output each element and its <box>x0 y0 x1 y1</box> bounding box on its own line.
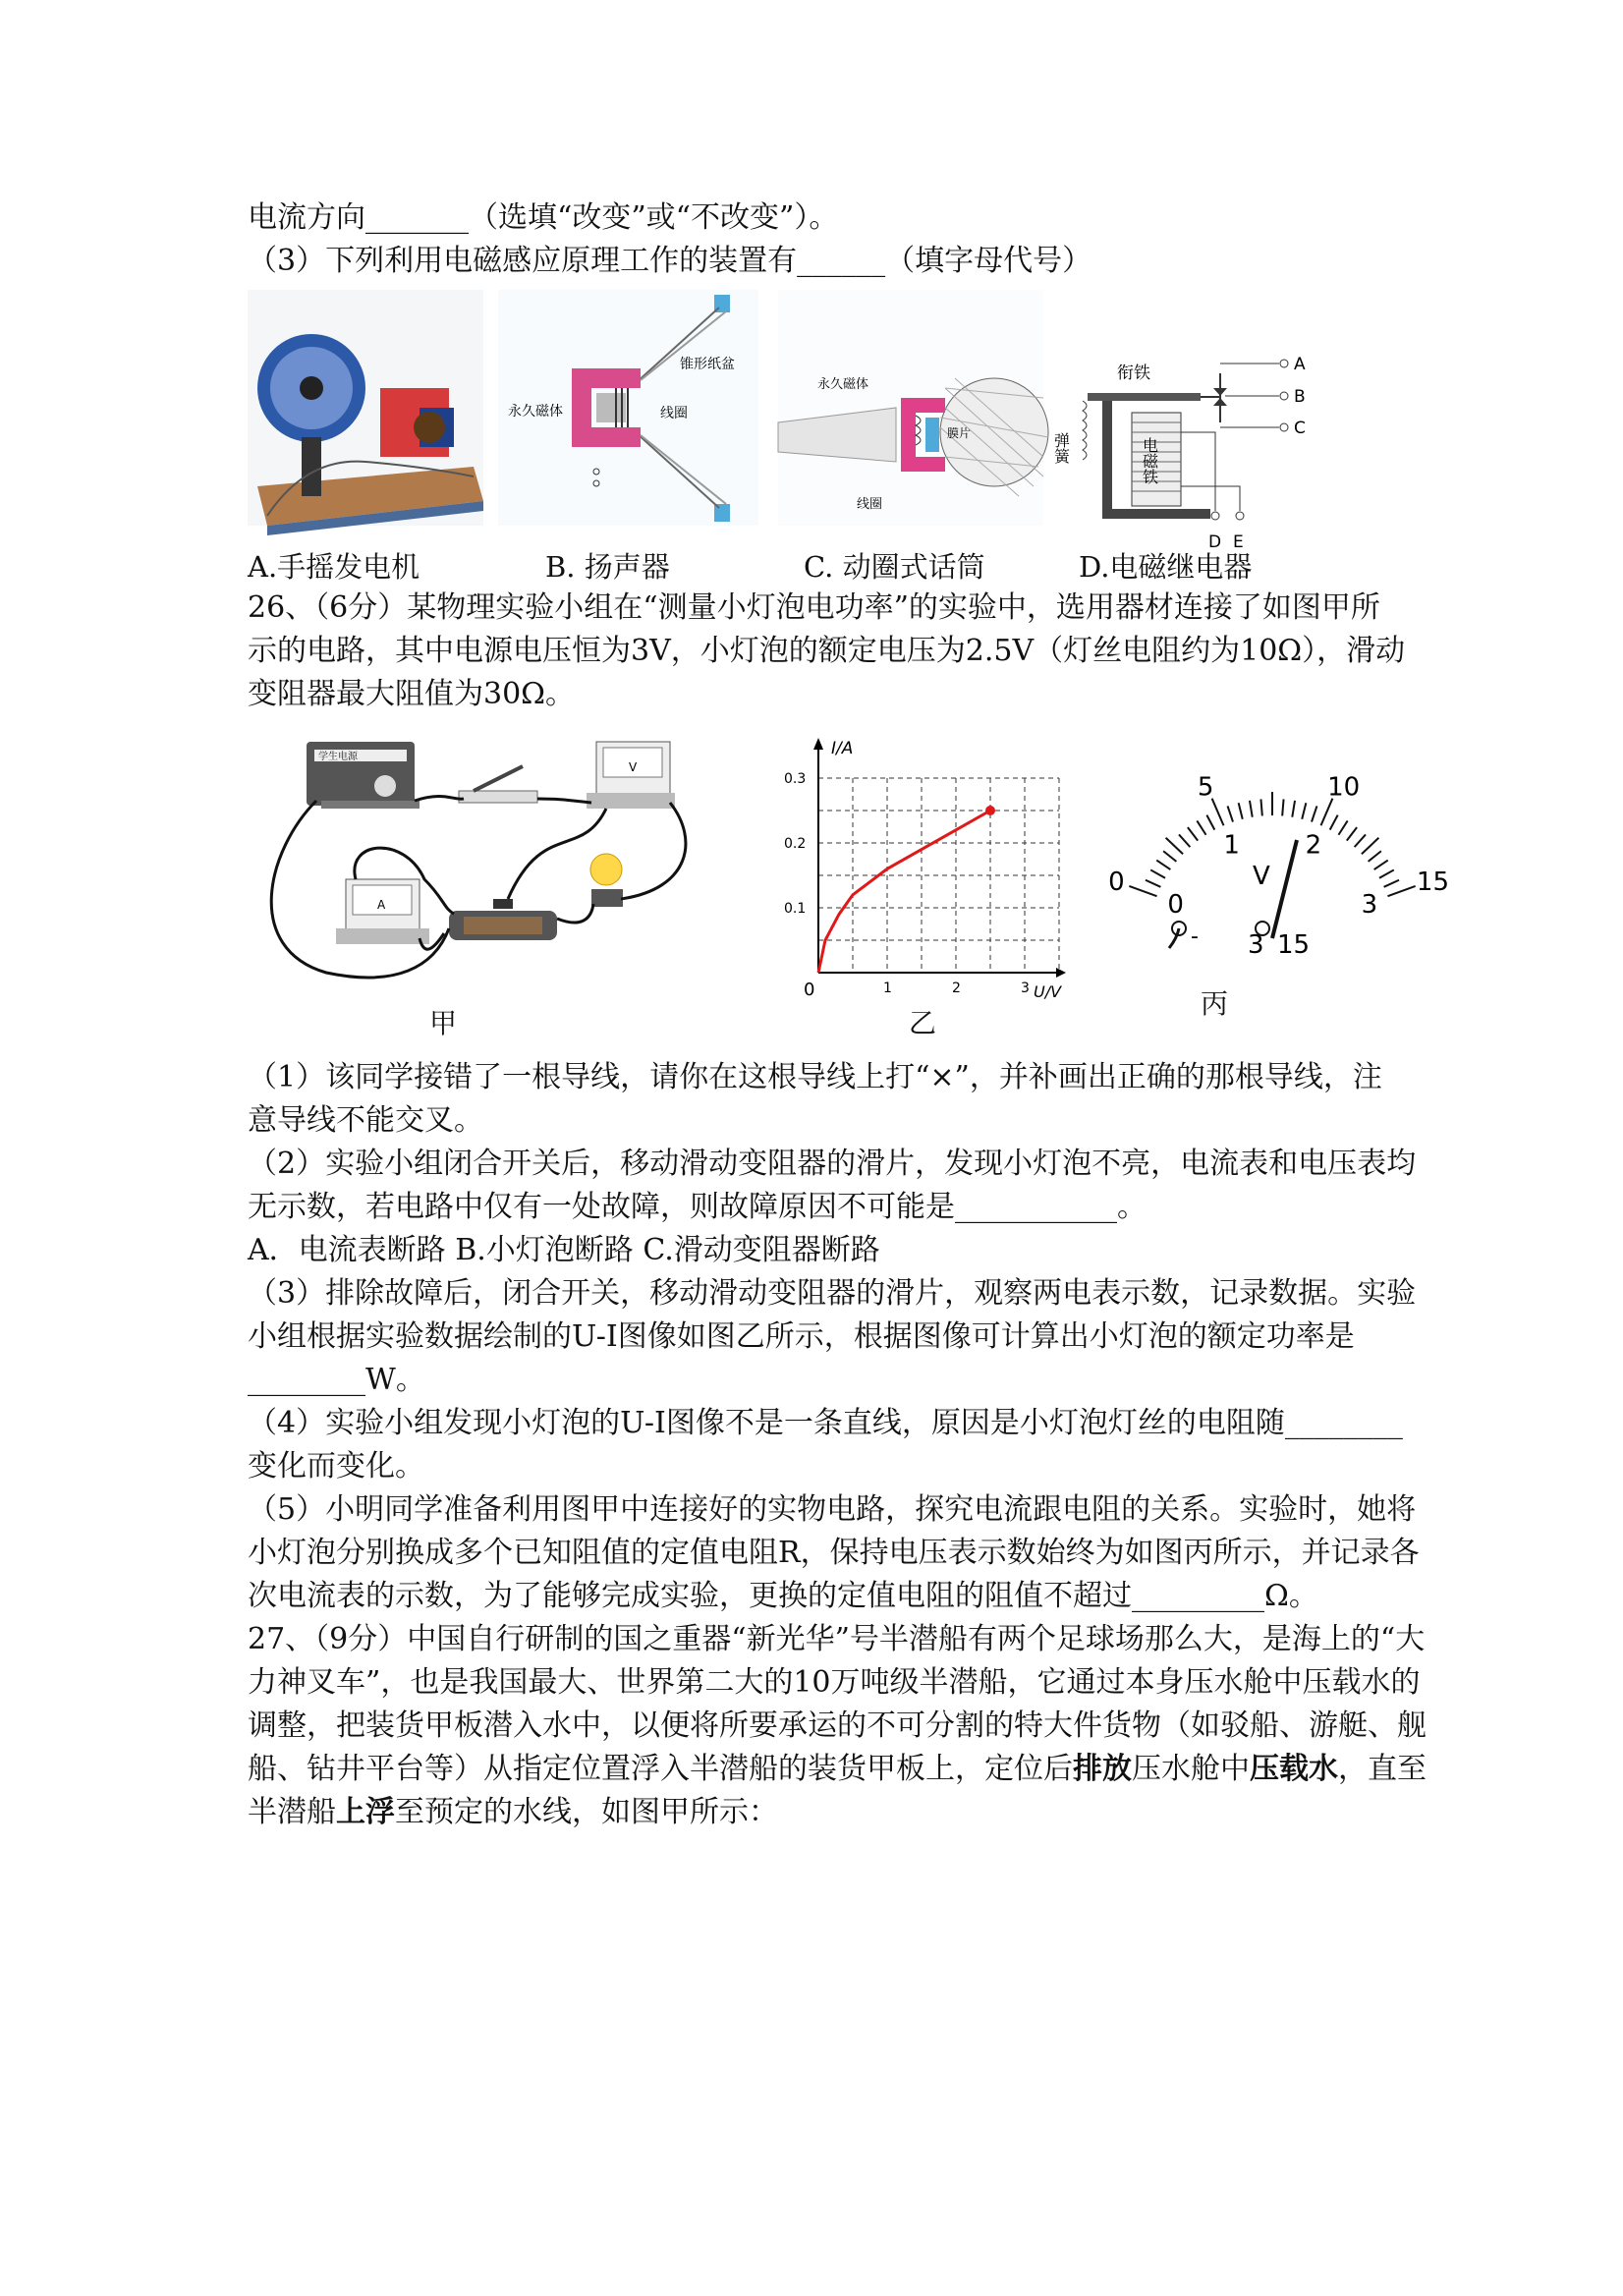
terminal-15-label: 15 <box>1277 930 1311 960</box>
text-line: （3）下列利用电磁感应原理工作的装置有______（填字母代号） <box>248 244 1092 278</box>
ui-chart <box>776 732 1081 1001</box>
text-line: 无示数，若电路中仅有一处故障，则故障原因不可能是___________。 <box>248 1190 1147 1224</box>
dial-tick <box>1338 820 1347 834</box>
x-tick-label: 3 <box>1021 980 1030 996</box>
ui-curve <box>818 811 990 973</box>
dial-top-label: 15 <box>1416 867 1450 897</box>
text-line: （4）实验小组发现小灯泡的U-I图像不是一条直线，原因是小灯泡灯丝的电阻随________ <box>248 1406 1403 1440</box>
x-tick-label: 1 <box>883 980 892 996</box>
y-axis-arrow-icon <box>813 738 823 750</box>
dial-bottom-label: 2 <box>1305 830 1322 861</box>
mic-coil-label: 线圈 <box>857 497 883 512</box>
y-tick-label: 0.2 <box>784 836 807 852</box>
device-figures <box>248 290 1318 552</box>
dial-tick <box>1206 815 1214 830</box>
text-line: 船、钻井平台等）从指定位置浮入半潜船的装货甲板上，定位后排放压水舱中压载水，直至 <box>248 1752 1427 1786</box>
hand-generator-image <box>248 290 483 535</box>
text-line: 26、（6分）某物理实验小组在“测量小灯泡电功率”的实验中，选用器材连接了如图甲所 <box>248 590 1380 625</box>
text-line: 变阻器最大阻值为30Ω。 <box>248 677 576 711</box>
relay-d-label: D <box>1208 532 1222 552</box>
y-tick-label: 0.3 <box>784 771 807 787</box>
x-tick-label: 0 <box>804 980 815 1000</box>
text-line: （5）小明同学准备利用图甲中连接好的实物电路，探究电流跟电阻的关系。实验时，她将 <box>248 1492 1417 1527</box>
dial-tick <box>1129 886 1156 896</box>
relay-b-label: B <box>1294 387 1306 407</box>
top-voltmeter-symbol: V <box>629 760 638 774</box>
dial-tick <box>1302 803 1306 818</box>
dial-top-label: 5 <box>1197 772 1214 803</box>
dial-tick <box>1260 799 1261 815</box>
option-c: C. 动圈式话筒 <box>804 550 985 584</box>
dial-tick <box>1374 861 1388 870</box>
dial-tick <box>1166 838 1183 854</box>
dial-top-label: 10 <box>1327 772 1361 803</box>
speaker-coil-label: 线圈 <box>660 406 688 421</box>
x-tick-label: 2 <box>952 980 961 996</box>
dial-tick <box>1379 869 1394 877</box>
chart-grid <box>818 778 1059 973</box>
dial-tick <box>1347 827 1357 841</box>
text-line: ________W。 <box>248 1363 425 1397</box>
speaker-cone-label: 锥形纸盆 <box>680 357 735 372</box>
mic-magnet-label: 永久磁体 <box>817 377 869 392</box>
mic-membrane-label: 膜片 <box>947 426 972 440</box>
dial-symbol: V <box>1253 862 1270 891</box>
ammeter-symbol: A <box>377 898 386 912</box>
text-line: （2）实验小组闭合开关后，移动滑动变阻器的滑片，发现小灯泡不亮，电流表和电压表均 <box>248 1147 1417 1181</box>
text-line: 小组根据实验数据绘制的U-I图像如图乙所示，根据图像可计算出小灯泡的额定功率是 <box>248 1319 1355 1354</box>
relay-c-label: C <box>1294 419 1306 438</box>
text-line: 电流方向_______（选填“改变”或“不改变”）。 <box>248 200 839 235</box>
dial-pointer <box>1272 840 1297 938</box>
dial-tick <box>1387 886 1415 896</box>
circuit-figure <box>248 732 709 997</box>
x-axis-arrow-icon <box>1056 968 1066 978</box>
option-d: D.电磁继电器 <box>1079 550 1253 584</box>
microphone-diagram <box>778 290 1048 526</box>
text-line: 变化而变化。 <box>248 1449 424 1484</box>
dial-bottom-label: 0 <box>1167 890 1184 921</box>
dial-tick <box>1330 815 1338 830</box>
dial-tick <box>1384 880 1399 887</box>
relay-armature-label: 衔铁 <box>1117 364 1150 383</box>
text-line: （3）排除故障后，闭合开关，移动滑动变阻器的滑片，观察两电表示数，记录数据。实验 <box>248 1276 1417 1311</box>
caption-yi: 乙 <box>909 1007 937 1039</box>
dial-top-label: 0 <box>1108 867 1125 897</box>
dial-tick <box>1362 838 1378 854</box>
option-a: A.手摇发电机 <box>248 550 420 584</box>
power-label: 学生电源 <box>318 752 358 762</box>
text-line: 小灯泡分别换成多个已知阻值的定值电阻R，保持电压表示数始终为如图丙所示，并记录各 <box>248 1536 1420 1570</box>
text-line: （1）该同学接错了一根导线，请你在这根导线上打“×”，并补画出正确的那根导线，注 <box>248 1060 1382 1094</box>
dial-tick <box>1228 806 1233 821</box>
text-line: A．电流表断路 B.小灯泡断路 C.滑动变阻器断路 <box>248 1233 880 1267</box>
dial-bottom-label: 3 <box>1361 890 1378 921</box>
text-line: 半潜船上浮至预定的水线，如图甲所示： <box>248 1795 778 1829</box>
dial-tick <box>1292 801 1295 817</box>
curve-end-point <box>985 806 995 815</box>
dial-tick <box>1188 827 1198 841</box>
dial-tick <box>1212 799 1224 826</box>
dial-tick <box>1150 869 1165 877</box>
terminal-3-label: 3 <box>1248 930 1264 960</box>
dial-tick <box>1179 834 1190 847</box>
text-line: 调整，把装货甲板潜入水中，以便将所要承运的不可分割的特大件货物（如驳船、游艇、舰 <box>248 1708 1427 1743</box>
y-tick-label: 0.1 <box>784 901 807 917</box>
text-line: 示的电路，其中电源电压恒为3V，小灯泡的额定电压为2.5V（灯丝电阻约为10Ω），滑动 <box>248 634 1406 668</box>
caption-jia: 甲 <box>429 1007 458 1039</box>
dial-tick <box>1312 806 1316 821</box>
dial-tick <box>1369 851 1381 862</box>
dial-bottom-label: 1 <box>1223 830 1240 861</box>
dial-tick <box>1321 799 1333 826</box>
relay-diagram <box>1052 355 1307 552</box>
relay-magnet-label: 电磁铁 <box>1140 437 1159 484</box>
text-line: 意导线不能交叉。 <box>248 1103 483 1138</box>
relay-e-label: E <box>1233 532 1244 552</box>
dial-tick <box>1163 851 1176 862</box>
dial-tick <box>1355 834 1366 847</box>
relay-a-label: A <box>1294 355 1306 374</box>
caption-bing: 丙 <box>1201 987 1229 1020</box>
option-b: B. 扬声器 <box>545 550 670 584</box>
speaker-magnet-label: 永久磁体 <box>508 404 563 420</box>
dial-tick <box>1197 820 1205 834</box>
dial-tick <box>1146 880 1160 887</box>
dial-tick <box>1239 803 1243 818</box>
y-axis-label: I/A <box>831 739 854 758</box>
terminal-minus-label: - <box>1191 924 1199 949</box>
relay-spring-label: 弹簧 <box>1051 432 1071 464</box>
text-line: 次电流表的示数，为了能够完成实验，更换的定值电阻的阻值不超过_________Ω。 <box>248 1579 1318 1613</box>
x-axis-label: U/V <box>1034 982 1062 1001</box>
dial-tick <box>1156 861 1170 870</box>
voltmeter-dial <box>1100 756 1450 973</box>
speaker-diagram <box>498 290 758 526</box>
dial-tick <box>1282 799 1283 815</box>
text-line: 27、（9分）中国自行研制的国之重器“新光华”号半潜船有两个足球场那么大，是海上的“大 <box>248 1622 1426 1656</box>
dial-tick <box>1250 801 1253 817</box>
text-line: 力神叉车”，也是我国最大、世界第二大的10万吨级半潜船，它通过本身压水舱中压载水的 <box>248 1665 1421 1700</box>
